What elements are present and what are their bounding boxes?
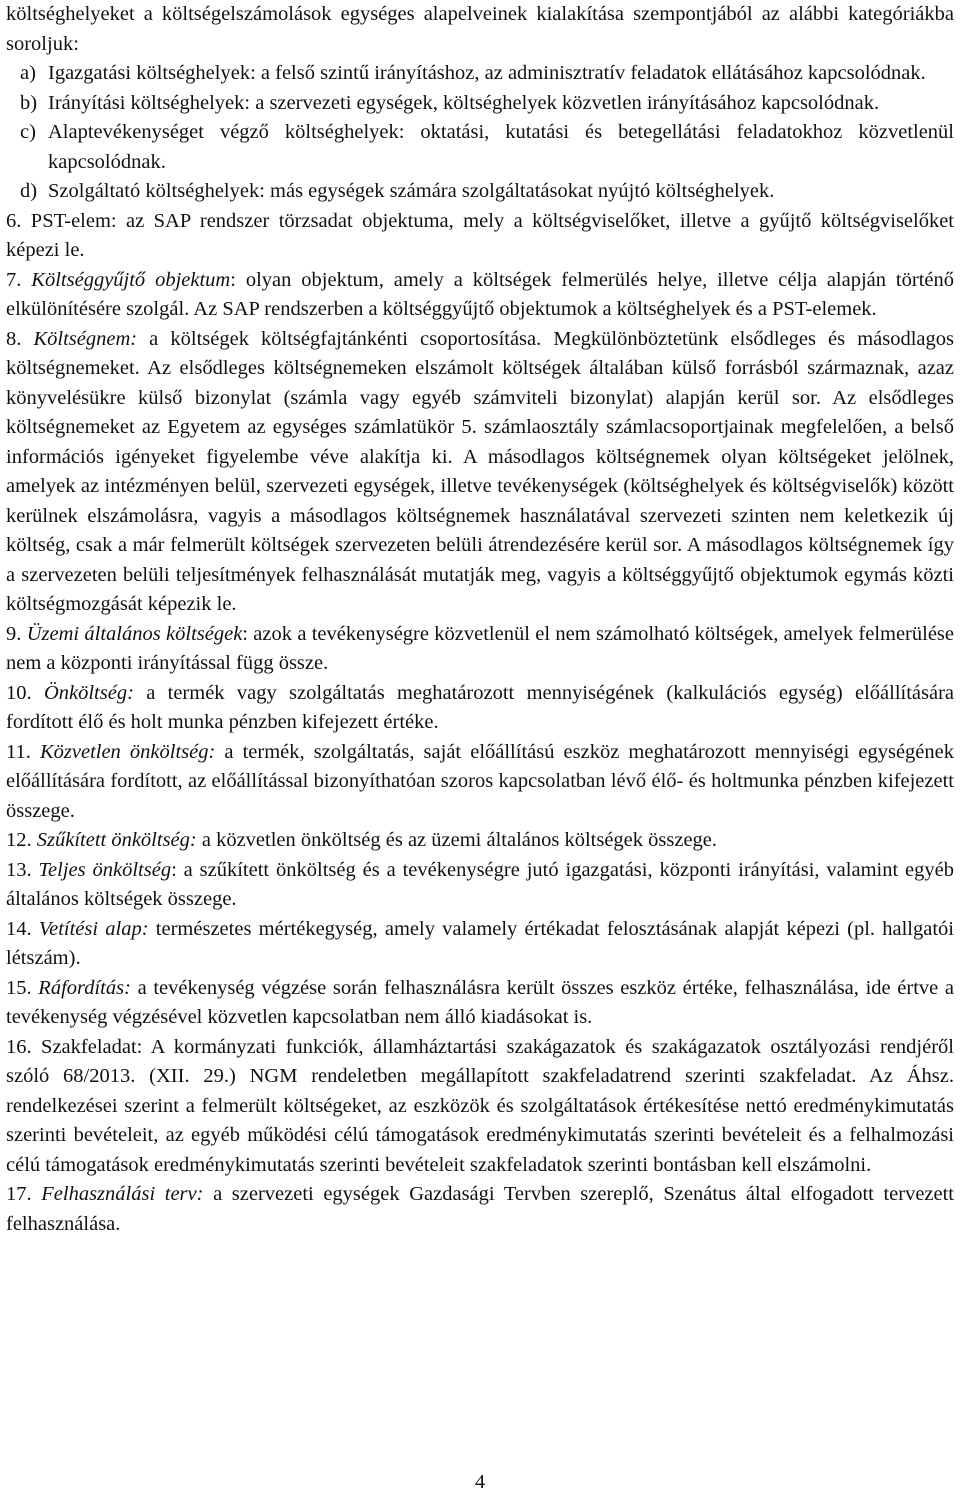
item-text: : azok a tevékenységre közvetlenül el nem számolható költségek, amelyek felmerülése nem a központi irányítással függ össze.: [6, 622, 955, 674]
item-number: 6.: [6, 209, 22, 232]
item-number: 10.: [6, 681, 32, 704]
item-term: Közvetlen önköltség:: [39, 740, 216, 763]
item-number: 16.: [6, 1035, 32, 1058]
sub-item-d: [6, 177, 954, 207]
item-number: 9.: [6, 622, 22, 645]
definition-item-9: [6, 620, 954, 679]
sub-item-a: [6, 59, 954, 89]
item-text: a közvetlen önköltség és az üzemi általános költségek összege.: [196, 829, 718, 851]
intro-paragraph: költséghelyeket a költségelszámolások egységes alapelveinek kialakítása szempontjából az alábbi kategóriákba soroljuk:: [6, 3, 954, 55]
page-number: 4: [474, 1471, 486, 1493]
item-text: a termék, szolgáltatás, saját előállítású eszköz meghatározott mennyiségi egységének előállítására fordított, az előállítással bizonyíthatóan szoros kapcsolatban lévő élő- és holtmunka pénzben kifejezett összege.: [6, 740, 954, 822]
item-term: Ráfordítás:: [38, 976, 131, 999]
item-text: a termék vagy szolgáltatás meghatározott mennyiségének (kalkulációs egység) előállítására fordított élő és holt munka pénzben kifejezett értéke.: [6, 681, 955, 733]
item-term: Üzemi általános költségek: [26, 622, 243, 645]
definition-item-14: [6, 915, 954, 974]
item-term: Önköltség:: [43, 681, 134, 704]
item-term: Felhasználási terv:: [41, 1183, 204, 1205]
item-text: természetes mértékegység, amely valamely értékadat felosztásának alapját képezi (pl. hallgatói létszám).: [6, 917, 954, 969]
sub-item-label: d): [20, 180, 38, 202]
definition-item-15: [6, 974, 954, 1033]
item-number: 8.: [6, 327, 22, 350]
definition-item-7: [6, 266, 954, 325]
item-number: 15.: [6, 976, 32, 999]
sub-list: [6, 59, 954, 207]
definition-item-8: [6, 325, 954, 620]
definition-item-11: [6, 738, 954, 827]
item-term: Költséggyűjtő objektum: [31, 268, 231, 291]
item-text: PST-elem: az SAP rendszer törzsadat objektuma, mely a költségviselőket, illetve a gyűjtő költségviselőket képezi le.: [6, 209, 955, 261]
item-term: Szűkített önköltség:: [36, 829, 197, 851]
sub-item-text: Szolgáltató költséghelyek: más egységek számára szolgáltatásokat nyújtó költséghelyek.: [48, 180, 775, 202]
item-term: Teljes önköltség: [38, 858, 172, 881]
item-text: : olyan objektum, amely a költségek felmerülés helye, illetve célja alapján történő elkülönítésére szolgál. Az SAP rendszerben a költséggyűjtő objektumok a költséghelyek és a PST-elemek.: [6, 268, 955, 320]
sub-item-label: a): [20, 62, 36, 84]
sub-item-b: [6, 89, 954, 119]
item-number: 7.: [6, 268, 22, 291]
sub-item-label: b): [20, 91, 38, 114]
definition-item-13: [6, 856, 954, 915]
definition-item-12: [6, 826, 954, 856]
item-number: 14.: [6, 917, 32, 940]
sub-item-label: c): [20, 121, 36, 143]
definition-item-16: [6, 1033, 954, 1181]
sub-item-text: Alaptevékenységet végző költséghelyek: oktatási, kutatási és betegellátási feladatokhoz közvetlenül kapcsolódnak.: [48, 121, 954, 173]
item-term: Költségnem:: [33, 327, 138, 350]
item-text: a tevékenység végzése során felhasználásra került összes eszköz értéke, felhasználása, ide értve a tevékenység végzésével közvetlen kapcsolatban nem álló kiadásokat is.: [6, 976, 954, 1028]
document-page: [6, 0, 954, 1239]
item-text: a költségek költségfajtánkénti csoportosítása. Megkülönböztetünk elsődleges és másodlagos költségnemeket. Az elsődleges költségnemeken elszámolt költségek általában külső forrásból származnak, azaz könyvelésükre külső bizonylat (számla vagy egyéb számviteli bizonylat) alapján kerül sor. Az elsődleges költségnemeket az Egyetem az egységes számlatükör 5. számlaosztály számlacsoportjainak megfelelően, a belső információs igényeket figyelembe véve alakítja ki. A másodlagos költségnemek olyan költségeket jelölnek, amelyek az intézményen belül, szervezeti egységek, illetve tevékenységek (költséghelyek és költségviselők) között kerülnek elszámolásra, vagyis a másodlagos költségnemek használatával szervezeti szinten nem keletkezik új költség, csak a már felmerült költségek szervezeten belüli átrendezésére kerül sor. A másodlagos költségnemek így a szervezeten belüli teljesítmények felhasználását mutatják meg, vagyis a költséggyűjtő objektumok egymás közti költségmozgását képezik le.: [6, 327, 954, 615]
definition-item-6: [6, 207, 954, 266]
item-text: : a szűkített önköltség és a tevékenységre jutó igazgatási, központi irányítási, valamint egyéb általános költségek összege.: [6, 858, 954, 910]
item-number: 17.: [6, 1183, 32, 1205]
sub-item-text: Irányítási költséghelyek: a szervezeti egységek, költséghelyek közvetlen irányításához kapcsolódnak.: [48, 91, 880, 114]
item-number: 11.: [6, 740, 31, 763]
item-text: a szervezeti egységek Gazdasági Tervben szereplő, Szenátus által elfogadott tervezett felhasználása.: [6, 1183, 955, 1235]
item-term: Vetítési alap:: [38, 917, 149, 940]
item-text: Szakfeladat: A kormányzati funkciók, államháztartási szakágazatok és szakágazatok osztályozási rendjéről szóló 68/2013. (XII. 29.) NGM rendeletben megállapított szakfeladatrend szerinti szakfeladat. Az Áhsz. rendelkezései szerint a felmerült költségeket, az eszközök és szolgáltatások értékesítése nettó eredménykimutatás szerinti bevételeit, az egyéb működési célú támogatások eredménykimutatás szerinti bevételeit és a felhalmozási célú támogatások eredménykimutatás szerinti bevételeit szakfeladatok szerinti bontásban kell elszámolni.: [6, 1035, 954, 1176]
item-number: 12.: [6, 829, 32, 851]
definition-item-17: [6, 1180, 954, 1239]
sub-item-text: Igazgatási költséghelyek: a felső szintű irányításhoz, az adminisztratív feladatok ellátásához kapcsolódnak.: [48, 62, 926, 84]
sub-item-c: [6, 118, 954, 177]
definition-item-10: [6, 679, 954, 738]
item-number: 13.: [6, 858, 32, 881]
